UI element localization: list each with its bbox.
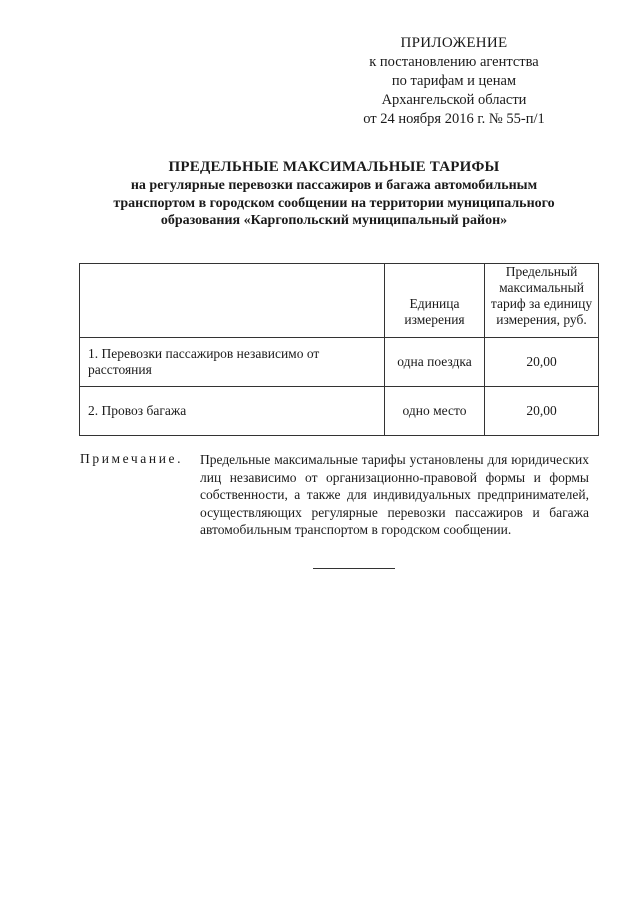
closing-divider xyxy=(313,568,395,569)
table-header-row xyxy=(80,264,599,338)
appendix-title: ПРИЛОЖЕНИЕ xyxy=(400,35,508,51)
header-price-line: тариф за единицу xyxy=(490,296,593,311)
title-subtitle-line: на регулярные перевозки пассажиров и багажа автомобильным xyxy=(130,178,538,193)
appendix-line: по тарифам и ценам xyxy=(391,73,517,89)
appendix-date-number: от 24 ноября 2016 г. № 55-п/1 xyxy=(363,111,545,127)
title-main: ПРЕДЕЛЬНЫЕ МАКСИМАЛЬНЫЕ ТАРИФЫ xyxy=(168,159,500,175)
appendix-line: Архангельской области xyxy=(381,92,527,108)
header-unit-line: Единица xyxy=(409,296,460,311)
appendix-header xyxy=(345,34,563,129)
header-name-cell xyxy=(80,264,385,338)
title-subtitle-line: образования «Каргопольский муниципальный район» xyxy=(160,213,508,228)
document-title xyxy=(70,158,598,230)
header-price-line: Предельный xyxy=(505,264,578,279)
header-price-cell xyxy=(485,264,599,338)
table-row xyxy=(80,338,599,387)
header-unit-cell xyxy=(385,264,485,338)
row-unit: одна поездка xyxy=(385,338,485,387)
row-price: 20,00 xyxy=(485,387,599,436)
header-price-line: максимальный xyxy=(499,280,584,295)
row-service-name: 1. Перевозки пассажиров независимо от расстояния xyxy=(80,338,385,387)
row-unit: одно место xyxy=(385,387,485,436)
row-service-name: 2. Провоз багажа xyxy=(80,387,385,436)
table-row xyxy=(80,387,599,436)
appendix-line: к постановлению агентства xyxy=(369,54,539,70)
note-label: Примечание. xyxy=(80,451,184,466)
note-text: Предельные максимальные тарифы установлены для юридических лиц независимо от организационно-правовой формы и формы собственности, а также для индивидуальных предпринимателей, осуществляющих регулярные перевозки пассажиров и багажа автомобильным транспортом в городском сообщении. xyxy=(200,452,589,537)
title-subtitle-line: транспортом в городском сообщении на территории муниципального xyxy=(113,195,555,211)
tariff-table xyxy=(79,263,599,436)
header-price-line: измерения, руб. xyxy=(496,312,587,327)
row-price: 20,00 xyxy=(485,338,599,387)
header-unit-line: измерения xyxy=(404,312,465,327)
